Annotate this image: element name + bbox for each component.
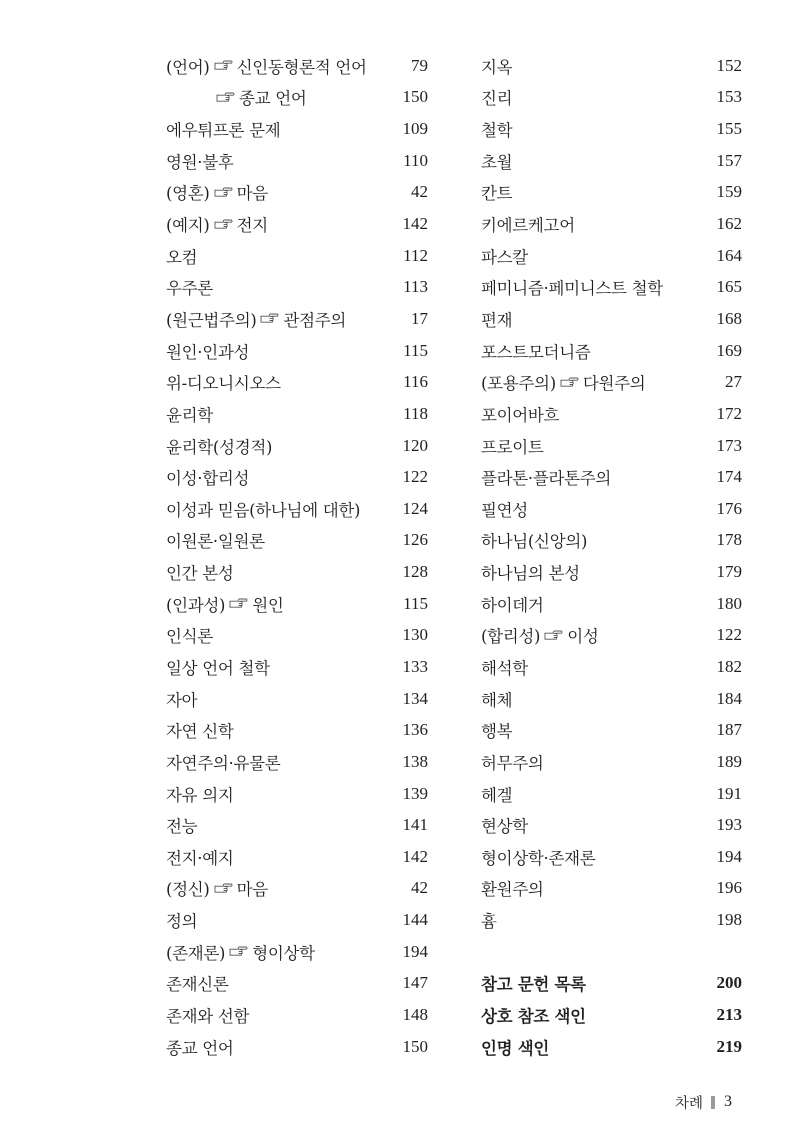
entry-page-number: 115 (403, 593, 428, 613)
entry-term-target: 전지 (236, 216, 268, 236)
entry-page-number: 200 (716, 973, 742, 993)
index-entry (166, 177, 428, 209)
entry-term: 페미니즘·페미니스트 철학 (481, 279, 663, 299)
index-entry (166, 50, 428, 82)
index-entry (481, 303, 742, 335)
index-entry (481, 271, 742, 303)
index-entry (481, 240, 742, 272)
index-entry (166, 271, 428, 303)
entry-term: 전지·예지 (166, 848, 234, 868)
entry-term: 일상 언어 철학 (166, 658, 270, 678)
entry-page-number: 144 (402, 910, 428, 930)
entry-page-number: 142 (402, 214, 428, 234)
entry-page-number: 133 (402, 656, 428, 676)
entry-page-number: 27 (725, 372, 742, 392)
entry-page-number: 174 (716, 467, 742, 487)
index-entry (166, 525, 428, 557)
index-entry (481, 493, 742, 525)
entry-page-number: 79 (411, 55, 428, 75)
pointing-hand-icon (216, 92, 235, 103)
index-entry (166, 398, 428, 430)
entry-term: 해체 (481, 690, 513, 710)
entry-term: 자유 의지 (166, 785, 234, 805)
entry-term: 편재 (481, 310, 513, 330)
index-entry (481, 588, 742, 620)
entry-page-number: 193 (716, 815, 742, 835)
index-entry (481, 461, 742, 493)
index-entry (166, 240, 428, 272)
index-entry (166, 430, 428, 462)
entry-term: 이성과 믿음(하나님에 대한) (166, 500, 361, 520)
index-entry (166, 714, 428, 746)
entry-page-number: 122 (402, 467, 428, 487)
entry-term: 행복 (481, 722, 513, 742)
index-entry (481, 873, 742, 905)
entry-term-target: 다원주의 (582, 374, 646, 394)
entry-page-number: 165 (716, 277, 742, 297)
index-entry (166, 335, 428, 367)
index-entry (481, 366, 742, 398)
index-entry (481, 82, 742, 114)
entry-page-number: 178 (716, 530, 742, 550)
entry-page-number: 182 (716, 656, 742, 676)
entry-page-number: 173 (716, 435, 742, 455)
entry-term: 이성·합리성 (166, 469, 250, 489)
pointing-hand-icon (560, 377, 579, 388)
entry-term: 참고 문헌 목록 (481, 975, 586, 995)
entry-term (481, 370, 645, 394)
entry-term-target: 신인동형론적 언어 (236, 57, 367, 77)
entry-page-number: 142 (402, 846, 428, 866)
entry-page-number: 189 (716, 751, 742, 771)
entry-term: 칸트 (481, 184, 513, 204)
entry-page-number: 109 (402, 119, 428, 139)
entry-term: 파스칼 (481, 247, 528, 267)
entry-page-number: 118 (403, 403, 428, 423)
entry-page-number: 124 (402, 498, 428, 518)
index-entry (166, 936, 428, 968)
pointing-hand-icon (214, 883, 233, 894)
entry-page-number: 134 (402, 688, 428, 708)
entry-page-number: 120 (402, 435, 428, 455)
entry-term: 존재와 선함 (166, 1007, 250, 1027)
index-entry (481, 1031, 742, 1063)
pointing-hand-icon (260, 313, 279, 324)
entry-page-number: 159 (716, 182, 742, 202)
index-entry (166, 303, 428, 335)
entry-page-number: 17 (411, 308, 428, 328)
index-entry (166, 746, 428, 778)
entry-term: 하나님의 본성 (481, 564, 580, 584)
entry-term: 헤겔 (481, 785, 513, 805)
index-entry (166, 683, 428, 715)
entry-term: 정의 (166, 912, 198, 932)
entry-term-see: (인과성) (166, 595, 226, 615)
entry-page-number: 172 (716, 403, 742, 423)
entry-page-number: 196 (716, 878, 742, 898)
index-entry (166, 145, 428, 177)
index-entry (481, 430, 742, 462)
entry-term: 현상학 (481, 817, 528, 837)
entry-term: 진리 (481, 89, 513, 109)
index-entry (166, 968, 428, 1000)
index-column-right (481, 50, 742, 1063)
entry-page-number: 138 (402, 751, 428, 771)
entry-term (166, 180, 268, 204)
index-entry (166, 556, 428, 588)
entry-term: 포스트모더니즘 (481, 342, 591, 362)
index-entry (166, 1031, 428, 1063)
entry-term-target: 마음 (236, 184, 268, 204)
index-entry (481, 208, 742, 240)
entry-term-see: (합리성) (481, 627, 541, 647)
index-entry (166, 82, 428, 114)
entry-term-target: 형이상학 (252, 943, 315, 963)
entry-term: 에우튀프론 문제 (166, 121, 281, 141)
index-entry (166, 493, 428, 525)
entry-page-number: 213 (716, 1005, 742, 1025)
entry-term: 지옥 (481, 57, 513, 77)
pointing-hand-icon (214, 187, 233, 198)
index-entry (481, 651, 742, 683)
entry-term: 윤리학(성경적) (166, 437, 273, 457)
entry-page-number: 179 (716, 562, 742, 582)
entry-term: 흄 (481, 912, 497, 932)
entry-page-number: 136 (402, 720, 428, 740)
entry-page-number: 155 (716, 119, 742, 139)
entry-page-number: 191 (716, 783, 742, 803)
entry-term: 하이데거 (481, 595, 544, 615)
index-column-left (166, 50, 428, 1063)
entry-term: 환원주의 (481, 880, 544, 900)
index-entry (481, 620, 742, 652)
entry-term: 필연성 (481, 500, 528, 520)
index-entry (481, 525, 742, 557)
footer-divider (711, 1096, 715, 1109)
entry-term: 프로이트 (481, 437, 544, 457)
entry-term-target: 원인 (252, 595, 284, 615)
index-entry (481, 714, 742, 746)
entry-page-number: 176 (716, 498, 742, 518)
entry-term: 하나님(신앙의) (481, 532, 588, 552)
index-entry (481, 145, 742, 177)
entry-term: 자연주의·유물론 (166, 753, 281, 773)
entry-term-see: (원근법주의) (166, 310, 257, 330)
index-entry (481, 999, 742, 1031)
entry-page-number: 153 (716, 87, 742, 107)
index-entry (481, 556, 742, 588)
entry-term: 형이상학·존재론 (481, 848, 596, 868)
entry-page-number: 115 (403, 340, 428, 360)
index-entry (481, 904, 742, 936)
entry-page-number: 194 (716, 846, 742, 866)
entry-page-number: 148 (402, 1005, 428, 1025)
pointing-hand-icon (229, 598, 248, 609)
entry-page-number: 169 (716, 340, 742, 360)
entry-term (166, 876, 268, 900)
entry-page-number: 198 (716, 910, 742, 930)
index-entry (166, 873, 428, 905)
entry-term (166, 212, 268, 236)
entry-term: 해석학 (481, 658, 528, 678)
entry-page-number: 122 (716, 625, 742, 645)
entry-term: 오컴 (166, 247, 198, 267)
entry-term-target: 마음 (236, 880, 268, 900)
index-entry (481, 113, 742, 145)
entry-page-number: 180 (716, 593, 742, 613)
entry-term: 플라톤·플라톤주의 (481, 469, 612, 489)
index-entry (166, 113, 428, 145)
pointing-hand-icon (214, 219, 233, 230)
entry-page-number: 42 (411, 878, 428, 898)
index-entry (166, 999, 428, 1031)
entry-page-number: 141 (402, 815, 428, 835)
index-entry (166, 904, 428, 936)
entry-term: 자아 (166, 690, 198, 710)
index-entry (166, 809, 428, 841)
entry-page-number: 164 (716, 245, 742, 265)
entry-page-number: 113 (403, 277, 428, 297)
index-entry (481, 841, 742, 873)
entry-page-number: 139 (402, 783, 428, 803)
entry-term: 인식론 (166, 627, 213, 647)
entry-term (166, 592, 283, 616)
index-entry (166, 461, 428, 493)
entry-term-target: 이성 (567, 627, 599, 647)
entry-term: 자연 신학 (166, 722, 234, 742)
index-entry (481, 398, 742, 430)
entry-page-number: 150 (402, 1036, 428, 1056)
entry-term-see: (언어) (166, 57, 210, 77)
index-entry (481, 335, 742, 367)
entry-term: 허무주의 (481, 753, 544, 773)
entry-page-number: 116 (403, 372, 428, 392)
index-entry (166, 651, 428, 683)
entry-term (166, 85, 307, 109)
entry-term: 영원·불후 (166, 152, 234, 172)
index-entry (166, 208, 428, 240)
entry-page-number: 194 (402, 941, 428, 961)
index-entry (166, 620, 428, 652)
entry-term: 철학 (481, 121, 513, 141)
index-entry (481, 968, 742, 1000)
entry-term: 위-디오니시오스 (166, 374, 281, 394)
entry-term-target: 종교 언어 (239, 89, 307, 109)
index-entry (481, 778, 742, 810)
index-entry (166, 841, 428, 873)
entry-term: 전능 (166, 817, 198, 837)
entry-term-see: (예지) (166, 216, 210, 236)
page-number: 3 (724, 1093, 733, 1110)
entry-term: 키에르케고어 (481, 216, 575, 236)
entry-term: 존재신론 (166, 975, 229, 995)
index-entry (481, 809, 742, 841)
entry-term: 상호 참조 색인 (481, 1007, 586, 1027)
entry-page-number: 150 (402, 87, 428, 107)
entry-term: 이원론·일원론 (166, 532, 265, 552)
entry-term-see: (존재론) (166, 943, 226, 963)
entry-page-number: 110 (403, 150, 428, 170)
entry-term-see: (포용주의) (481, 374, 556, 394)
index-entry (481, 683, 742, 715)
entry-page-number: 187 (716, 720, 742, 740)
running-footer-label: 차례 (675, 1095, 704, 1112)
entry-term: 인명 색인 (481, 1038, 550, 1058)
entry-term: 포이어바흐 (481, 405, 560, 425)
entry-page-number: 128 (402, 562, 428, 582)
pointing-hand-icon (229, 946, 248, 957)
entry-term-see: (영혼) (166, 184, 210, 204)
entry-term: 원인·인과성 (166, 342, 250, 362)
entry-term-target: 관점주의 (283, 310, 347, 330)
entry-page-number: 184 (716, 688, 742, 708)
entry-page-number: 42 (411, 182, 428, 202)
entry-term: 인간 본성 (166, 564, 234, 584)
index-entry (481, 177, 742, 209)
entry-page-number: 162 (716, 214, 742, 234)
entry-page-number: 130 (402, 625, 428, 645)
entry-term (166, 940, 315, 964)
entry-page-number: 219 (716, 1036, 742, 1056)
entry-page-number: 168 (716, 308, 742, 328)
index-entry (166, 588, 428, 620)
entry-term: 종교 언어 (166, 1038, 234, 1058)
entry-term (166, 307, 346, 331)
entry-term-see: (정신) (166, 880, 210, 900)
index-entry (166, 778, 428, 810)
entry-page-number: 157 (716, 150, 742, 170)
entry-page-number: 152 (716, 55, 742, 75)
index-entry (481, 50, 742, 82)
entry-page-number: 112 (403, 245, 428, 265)
page-footer (675, 1092, 732, 1112)
entry-term: 윤리학 (166, 405, 213, 425)
entry-term (481, 623, 598, 647)
entry-page-number: 147 (402, 973, 428, 993)
entry-page-number: 126 (402, 530, 428, 550)
entry-term: 우주론 (166, 279, 213, 299)
index-entry (481, 746, 742, 778)
pointing-hand-icon (544, 630, 563, 641)
entry-term (166, 54, 367, 78)
index-entry (166, 366, 428, 398)
pointing-hand-icon (214, 60, 233, 71)
entry-term: 초월 (481, 152, 513, 172)
